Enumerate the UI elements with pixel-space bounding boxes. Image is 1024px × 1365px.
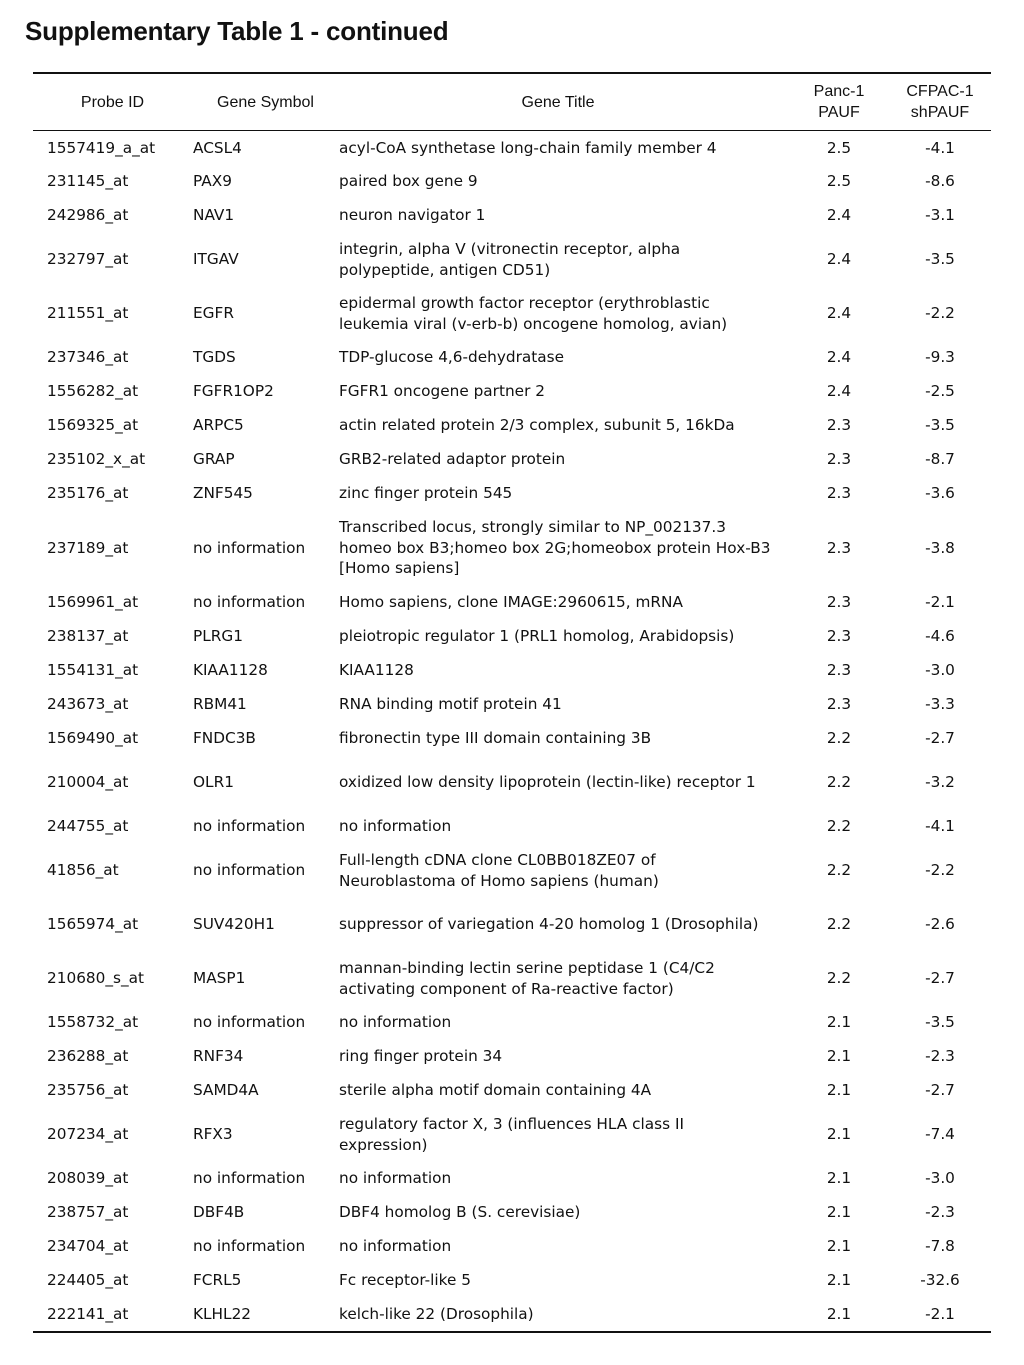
table-row bbox=[33, 952, 991, 1006]
cell-probe-id: 1554131_at bbox=[47, 661, 139, 680]
cell-panc1-pauf: 2.3 bbox=[826, 593, 852, 612]
cell-gene-symbol: RFX3 bbox=[193, 1125, 233, 1144]
cell-gene-symbol: no information bbox=[193, 1237, 306, 1256]
cell-probe-id: 1557419_a_at bbox=[47, 139, 156, 157]
table-row bbox=[33, 511, 991, 586]
cell-gene-title: sterile alpha motif domain containing 4A bbox=[339, 1081, 652, 1100]
cell-cfpac1-shpauf: -2.6 bbox=[925, 915, 955, 934]
cell-cfpac1-shpauf: -2.7 bbox=[925, 1081, 955, 1100]
cell-gene-symbol: PLRG1 bbox=[193, 627, 243, 646]
cell-cfpac1-shpauf: -3.3 bbox=[925, 695, 955, 714]
cell-cfpac1-shpauf: -4.1 bbox=[925, 139, 955, 157]
cell-gene-symbol: RBM41 bbox=[193, 695, 247, 714]
cell-panc1-pauf: 2.5 bbox=[826, 172, 852, 191]
cell-panc1-pauf: 2.1 bbox=[826, 1013, 852, 1032]
cell-gene-title: pleiotropic regulator 1 (PRL1 homolog, Arabidopsis) bbox=[339, 627, 735, 646]
cell-probe-id: 1558732_at bbox=[47, 1013, 139, 1032]
cell-gene-title: DBF4 homolog B (S. cerevisiae) bbox=[339, 1203, 581, 1222]
table-row bbox=[33, 1006, 991, 1040]
cell-probe-id: 1569490_at bbox=[47, 729, 139, 748]
table-row bbox=[33, 131, 991, 165]
cell-gene-symbol: ZNF545 bbox=[193, 484, 253, 503]
cell-gene-title: kelch-like 22 (Drosophila) bbox=[339, 1304, 534, 1323]
table-row bbox=[33, 810, 991, 844]
cell-gene-title: no information bbox=[339, 817, 452, 836]
cell-panc1-pauf: 2.1 bbox=[826, 1047, 852, 1066]
header-cfpac1-line2: shPAUF bbox=[910, 104, 970, 121]
cell-probe-id: 210004_at bbox=[47, 773, 129, 792]
header-row bbox=[33, 73, 991, 131]
cell-panc1-pauf: 2.3 bbox=[826, 450, 852, 469]
cell-probe-id: 208039_at bbox=[47, 1169, 129, 1188]
cell-gene-title: zinc finger protein 545 bbox=[339, 484, 513, 503]
cell-panc1-pauf: 2.2 bbox=[826, 915, 852, 934]
cell-gene-symbol: FNDC3B bbox=[193, 729, 256, 748]
cell-panc1-pauf: 2.1 bbox=[826, 1271, 852, 1290]
cell-cfpac1-shpauf: -3.1 bbox=[925, 206, 955, 225]
cell-gene-symbol: no information bbox=[193, 593, 306, 612]
cell-panc1-pauf: 2.1 bbox=[826, 1125, 852, 1144]
cell-gene-title: Transcribed locus, strongly similar to NP_002137.3 homeo box B3;homeo box 2G;homeobox protein Hox-B3 [Homo sapiens] bbox=[339, 518, 771, 578]
cell-probe-id: 1569961_at bbox=[47, 593, 139, 612]
cell-cfpac1-shpauf: -32.6 bbox=[920, 1271, 960, 1290]
table-row bbox=[33, 233, 991, 287]
cell-gene-title: RNA binding motif protein 41 bbox=[339, 695, 562, 714]
cell-gene-symbol: no information bbox=[193, 538, 306, 557]
cell-cfpac1-shpauf: -3.2 bbox=[925, 773, 955, 792]
header-panc1-line2: PAUF bbox=[818, 104, 860, 121]
cell-gene-symbol: EGFR bbox=[193, 304, 234, 323]
cell-gene-title: ring finger protein 34 bbox=[339, 1047, 503, 1066]
cell-gene-symbol: NAV1 bbox=[193, 206, 235, 225]
cell-cfpac1-shpauf: -3.5 bbox=[925, 1013, 955, 1032]
cell-probe-id: 238137_at bbox=[47, 627, 129, 646]
header-probe-id: Probe ID bbox=[80, 93, 145, 111]
cell-cfpac1-shpauf: -9.3 bbox=[925, 348, 955, 367]
cell-panc1-pauf: 2.4 bbox=[826, 250, 852, 269]
cell-gene-symbol: KLHL22 bbox=[193, 1304, 252, 1323]
cell-cfpac1-shpauf: -7.8 bbox=[925, 1237, 955, 1256]
table-row bbox=[33, 477, 991, 511]
table-row bbox=[33, 756, 991, 810]
cell-gene-symbol: ITGAV bbox=[193, 250, 239, 269]
cell-cfpac1-shpauf: -3.5 bbox=[925, 416, 955, 435]
cell-cfpac1-shpauf: -2.7 bbox=[925, 969, 955, 988]
table-row bbox=[33, 341, 991, 375]
cell-cfpac1-shpauf: -8.6 bbox=[925, 172, 955, 191]
cell-probe-id: 244755_at bbox=[47, 817, 129, 836]
table-row bbox=[33, 586, 991, 620]
cell-gene-title: neuron navigator 1 bbox=[339, 206, 486, 225]
cell-probe-id: 41856_at bbox=[47, 861, 119, 880]
cell-probe-id: 237346_at bbox=[47, 348, 129, 367]
header-panc1-line1: Panc-1 bbox=[813, 83, 865, 100]
cell-cfpac1-shpauf: -3.5 bbox=[925, 250, 955, 269]
cell-gene-symbol: FGFR1OP2 bbox=[193, 382, 274, 401]
cell-panc1-pauf: 2.3 bbox=[826, 538, 852, 557]
cell-probe-id: 232797_at bbox=[47, 250, 129, 269]
cell-gene-symbol: RNF34 bbox=[193, 1047, 244, 1066]
cell-gene-title: fibronectin type III domain containing 3B bbox=[339, 729, 652, 748]
cell-cfpac1-shpauf: -3.8 bbox=[925, 538, 955, 557]
table-row bbox=[33, 1162, 991, 1196]
cell-gene-symbol: no information bbox=[193, 817, 306, 836]
cell-gene-title: Full-length cDNA clone CL0BB018ZE07 of Neuroblastoma of Homo sapiens (human) bbox=[339, 851, 659, 890]
cell-probe-id: 238757_at bbox=[47, 1203, 129, 1222]
header-gene-symbol: Gene Symbol bbox=[217, 93, 314, 111]
table-row bbox=[33, 1298, 991, 1332]
cell-panc1-pauf: 2.4 bbox=[826, 304, 852, 323]
cell-gene-symbol: GRAP bbox=[193, 450, 235, 469]
header-panc1-pauf bbox=[789, 73, 889, 131]
cell-panc1-pauf: 2.1 bbox=[826, 1304, 852, 1323]
cell-gene-symbol: MASP1 bbox=[193, 969, 246, 988]
cell-gene-title: no information bbox=[339, 1169, 452, 1188]
cell-panc1-pauf: 2.1 bbox=[826, 1237, 852, 1256]
cell-gene-title: acyl-CoA synthetase long-chain family member 4 bbox=[339, 139, 717, 157]
cell-cfpac1-shpauf: -2.2 bbox=[925, 861, 955, 880]
cell-probe-id: 231145_at bbox=[47, 172, 129, 191]
cell-probe-id: 210680_s_at bbox=[47, 969, 145, 988]
cell-panc1-pauf: 2.2 bbox=[826, 969, 852, 988]
header-cfpac1-shpauf bbox=[889, 73, 991, 131]
cell-gene-symbol: ARPC5 bbox=[193, 416, 244, 435]
table-row bbox=[33, 1264, 991, 1298]
cell-probe-id: 211551_at bbox=[47, 304, 129, 323]
cell-probe-id: 234704_at bbox=[47, 1237, 129, 1256]
table-row bbox=[33, 1074, 991, 1108]
cell-panc1-pauf: 2.4 bbox=[826, 206, 852, 225]
table-body bbox=[33, 131, 991, 1332]
table-row bbox=[33, 375, 991, 409]
gene-table-container bbox=[33, 72, 991, 1333]
cell-probe-id: 235176_at bbox=[47, 484, 129, 503]
cell-cfpac1-shpauf: -2.2 bbox=[925, 304, 955, 323]
table-row bbox=[33, 443, 991, 477]
cell-cfpac1-shpauf: -2.5 bbox=[925, 382, 955, 401]
cell-cfpac1-shpauf: -2.3 bbox=[925, 1047, 955, 1066]
table-row bbox=[33, 654, 991, 688]
cell-gene-title: FGFR1 oncogene partner 2 bbox=[339, 382, 545, 401]
table-row bbox=[33, 620, 991, 654]
cell-gene-title: oxidized low density lipoprotein (lectin-like) receptor 1 bbox=[339, 773, 756, 792]
cell-probe-id: 243673_at bbox=[47, 695, 129, 714]
cell-gene-title: GRB2-related adaptor protein bbox=[339, 450, 566, 469]
cell-cfpac1-shpauf: -2.3 bbox=[925, 1203, 955, 1222]
cell-gene-title: mannan-binding lectin serine peptidase 1 (C4/C2 activating component of Ra-reactive factor) bbox=[339, 959, 715, 998]
gene-table bbox=[33, 72, 991, 1333]
cell-gene-title: regulatory factor X, 3 (influences HLA class II expression) bbox=[339, 1115, 684, 1154]
cell-probe-id: 222141_at bbox=[47, 1304, 129, 1323]
header-gene-title: Gene Title bbox=[521, 93, 595, 111]
cell-cfpac1-shpauf: -3.0 bbox=[925, 1169, 955, 1188]
cell-panc1-pauf: 2.3 bbox=[826, 695, 852, 714]
cell-gene-title: suppressor of variegation 4-20 homolog 1 (Drosophila) bbox=[339, 915, 759, 934]
cell-gene-symbol: DBF4B bbox=[193, 1203, 245, 1222]
cell-gene-title: no information bbox=[339, 1237, 452, 1256]
cell-probe-id: 235102_x_at bbox=[47, 450, 146, 469]
cell-gene-symbol: no information bbox=[193, 861, 306, 880]
cell-gene-symbol: SUV420H1 bbox=[193, 915, 275, 934]
cell-gene-symbol: TGDS bbox=[193, 348, 236, 367]
cell-panc1-pauf: 2.3 bbox=[826, 627, 852, 646]
cell-probe-id: 1556282_at bbox=[47, 382, 139, 401]
cell-cfpac1-shpauf: -4.6 bbox=[925, 627, 955, 646]
cell-panc1-pauf: 2.2 bbox=[826, 773, 852, 792]
table-row bbox=[33, 844, 991, 898]
cell-gene-symbol: KIAA1128 bbox=[193, 661, 268, 680]
cell-gene-symbol: FCRL5 bbox=[193, 1271, 242, 1290]
table-header bbox=[33, 73, 991, 131]
cell-cfpac1-shpauf: -7.4 bbox=[925, 1125, 955, 1144]
cell-probe-id: 1565974_at bbox=[47, 915, 139, 934]
cell-cfpac1-shpauf: -3.6 bbox=[925, 484, 955, 503]
cell-panc1-pauf: 2.5 bbox=[826, 139, 852, 157]
table-row bbox=[33, 688, 991, 722]
cell-cfpac1-shpauf: -2.1 bbox=[925, 1304, 955, 1323]
cell-cfpac1-shpauf: -4.1 bbox=[925, 817, 955, 836]
cell-gene-symbol: PAX9 bbox=[193, 172, 232, 191]
table-row bbox=[33, 1108, 991, 1162]
table-row bbox=[33, 1230, 991, 1264]
cell-gene-title: TDP-glucose 4,6-dehydratase bbox=[339, 348, 565, 367]
cell-probe-id: 242986_at bbox=[47, 206, 129, 225]
cell-gene-symbol: no information bbox=[193, 1169, 306, 1188]
cell-panc1-pauf: 2.3 bbox=[826, 661, 852, 680]
cell-probe-id: 207234_at bbox=[47, 1125, 129, 1144]
cell-panc1-pauf: 2.4 bbox=[826, 348, 852, 367]
table-row bbox=[33, 287, 991, 341]
cell-gene-symbol: no information bbox=[193, 1013, 306, 1032]
cell-gene-symbol: OLR1 bbox=[193, 773, 234, 792]
cell-probe-id: 236288_at bbox=[47, 1047, 129, 1066]
cell-panc1-pauf: 2.2 bbox=[826, 729, 852, 748]
cell-gene-title: Homo sapiens, clone IMAGE:2960615, mRNA bbox=[339, 593, 683, 612]
cell-gene-title: paired box gene 9 bbox=[339, 172, 478, 191]
cell-gene-title: actin related protein 2/3 complex, subunit 5, 16kDa bbox=[339, 416, 735, 435]
cell-gene-symbol: SAMD4A bbox=[193, 1081, 259, 1100]
cell-cfpac1-shpauf: -2.1 bbox=[925, 593, 955, 612]
cell-probe-id: 1569325_at bbox=[47, 416, 139, 435]
cell-gene-title: integrin, alpha V (vitronectin receptor, alpha polypeptide, antigen CD51) bbox=[339, 240, 681, 279]
page-title: Supplementary Table 1 - continued bbox=[25, 16, 449, 46]
cell-gene-symbol: ACSL4 bbox=[193, 139, 242, 157]
cell-probe-id: 235756_at bbox=[47, 1081, 129, 1100]
table-row bbox=[33, 1196, 991, 1230]
cell-panc1-pauf: 2.4 bbox=[826, 382, 852, 401]
cell-panc1-pauf: 2.2 bbox=[826, 817, 852, 836]
cell-gene-title: epidermal growth factor receptor (erythroblastic leukemia viral (v-erb-b) oncogene homolog, avian) bbox=[339, 294, 728, 333]
cell-cfpac1-shpauf: -8.7 bbox=[925, 450, 955, 469]
cell-probe-id: 237189_at bbox=[47, 538, 129, 557]
cell-panc1-pauf: 2.1 bbox=[826, 1169, 852, 1188]
cell-gene-title: no information bbox=[339, 1013, 452, 1032]
cell-panc1-pauf: 2.3 bbox=[826, 416, 852, 435]
table-row bbox=[33, 722, 991, 756]
cell-gene-title: Fc receptor-like 5 bbox=[339, 1271, 471, 1290]
cell-probe-id: 224405_at bbox=[47, 1271, 129, 1290]
table-row bbox=[33, 898, 991, 952]
cell-gene-title: KIAA1128 bbox=[339, 661, 414, 680]
table-row bbox=[33, 1040, 991, 1074]
cell-cfpac1-shpauf: -3.0 bbox=[925, 661, 955, 680]
cell-panc1-pauf: 2.2 bbox=[826, 861, 852, 880]
table-row bbox=[33, 199, 991, 233]
cell-panc1-pauf: 2.3 bbox=[826, 484, 852, 503]
cell-panc1-pauf: 2.1 bbox=[826, 1203, 852, 1222]
cell-cfpac1-shpauf: -2.7 bbox=[925, 729, 955, 748]
table-row bbox=[33, 409, 991, 443]
header-cfpac1-line1: CFPAC-1 bbox=[906, 83, 974, 100]
cell-panc1-pauf: 2.1 bbox=[826, 1081, 852, 1100]
table-row bbox=[33, 165, 991, 199]
